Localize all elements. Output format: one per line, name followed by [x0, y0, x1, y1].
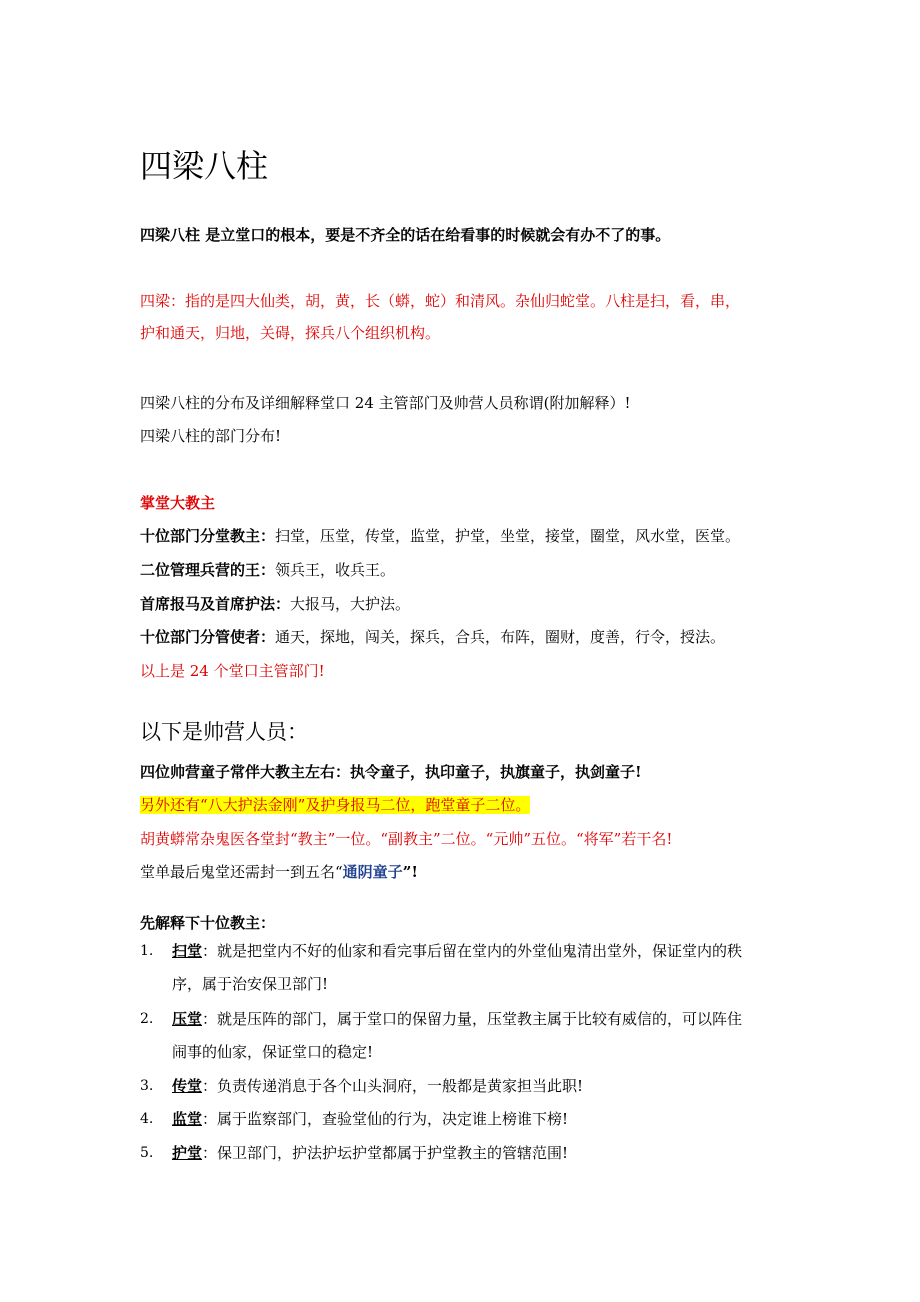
- camp-line-2: [140, 795, 530, 815]
- highlighted-text: 另外还有“八大护法金刚”及护身报马二位，跑堂童子二位。: [140, 796, 531, 814]
- dept-text: 领兵王，收兵王。: [275, 561, 396, 579]
- dept-text: 大报马，大护法。: [290, 595, 411, 613]
- camp-line-4-post: ”!: [402, 863, 418, 881]
- list-line: [172, 1143, 568, 1163]
- list-text: ：保卫部门，护法护坛护堂都属于护堂教主的管辖范围!: [202, 1144, 569, 1162]
- intro-paragraph: 四梁八柱 是立堂口的根本，要是不齐全的话在给看事的时候就会有办不了的事。: [140, 226, 671, 244]
- list-text: ：属于监察部门，查验堂仙的行为，决定谁上榜谁下榜!: [202, 1110, 569, 1128]
- list-label: 传堂: [172, 1077, 203, 1095]
- list-label: 扫堂: [172, 942, 203, 960]
- paragraph-departments: 四梁八柱的部门分布!: [140, 427, 282, 445]
- list-text: ：就是把堂内不好的仙家和看完事后留在堂内的外堂仙鬼清出堂外，保证堂内的秩: [202, 942, 743, 960]
- dept-text: 通天，探地，闯关，探兵，合兵，布阵，圈财，度善，行令，授法。: [275, 628, 726, 646]
- definition-line-2: 护和通天，归地，关碍，探兵八个组织机构。: [140, 324, 441, 342]
- page-title: 四梁八柱: [140, 147, 269, 185]
- definition-line-1: 四梁：指的是四大仙类，胡，黄，长（蟒，蛇）和清风。杂仙归蛇堂。八柱是扫，看，串，: [140, 292, 741, 310]
- paragraph-distribution: 四梁八柱的分布及详细解释堂口 24 主管部门及帅营人员称谓(附加解释）!: [140, 394, 631, 412]
- dept-label: 首席报马及首席护法：: [140, 595, 291, 613]
- list-line: [172, 1076, 583, 1096]
- list-line: [172, 941, 742, 961]
- list-text: ：负责传递消息于各个山头洞府，一般都是黄家担当此职!: [202, 1077, 584, 1095]
- list-number: 1.: [140, 943, 154, 959]
- list-text: ：就是压阵的部门，属于堂口的保留力量，压堂教主属于比较有威信的，可以阵住: [202, 1010, 743, 1028]
- section-heading-camp: 以下是帅营人员：: [140, 720, 308, 744]
- list-line: [172, 1109, 568, 1129]
- list-line-cont: 序，属于治安保卫部门!: [172, 975, 329, 993]
- list-label: 压堂: [172, 1010, 203, 1028]
- list-label: 监堂: [172, 1110, 203, 1128]
- dept-line: [140, 627, 725, 647]
- dept-label: 十位部门分管使者：: [140, 628, 276, 646]
- list-line: [172, 1009, 742, 1029]
- list-number: 5.: [140, 1145, 154, 1161]
- summary-line: 以上是 24 个堂口主管部门!: [140, 662, 325, 680]
- camp-line-4: [140, 862, 418, 882]
- list-number: 2.: [140, 1011, 154, 1027]
- list-line-cont: 闹事的仙家，保证堂口的稳定!: [172, 1043, 374, 1061]
- list-label: 护堂: [172, 1144, 203, 1162]
- camp-line-3: 胡黄蟒常杂鬼医各堂封“教主”一位。“副教主”二位。“元帅”五位。“将军”若干名!: [140, 830, 673, 848]
- list-number: 3.: [140, 1078, 154, 1094]
- camp-line-1: 四位帅营童子常伴大教主左右：执令童子，执印童子，执旗童子，执剑童子!: [140, 763, 642, 781]
- camp-line-4-highlight: 通阴童子: [342, 863, 403, 881]
- dept-label: 十位部门分堂教主：: [140, 527, 276, 545]
- dept-line: [140, 560, 395, 580]
- explain-heading: 先解释下十位教主：: [140, 914, 276, 932]
- section-head-master: 掌堂大教主: [140, 494, 216, 512]
- camp-line-4-pre: 堂单最后鬼堂还需封一到五名“: [140, 863, 343, 881]
- dept-line: [140, 594, 410, 614]
- dept-label: 二位管理兵营的王：: [140, 561, 276, 579]
- list-number: 4.: [140, 1111, 154, 1127]
- dept-line: [140, 526, 740, 546]
- dept-text: 扫堂，压堂，传堂，监堂，护堂，坐堂，接堂，圈堂，风水堂，医堂。: [275, 527, 741, 545]
